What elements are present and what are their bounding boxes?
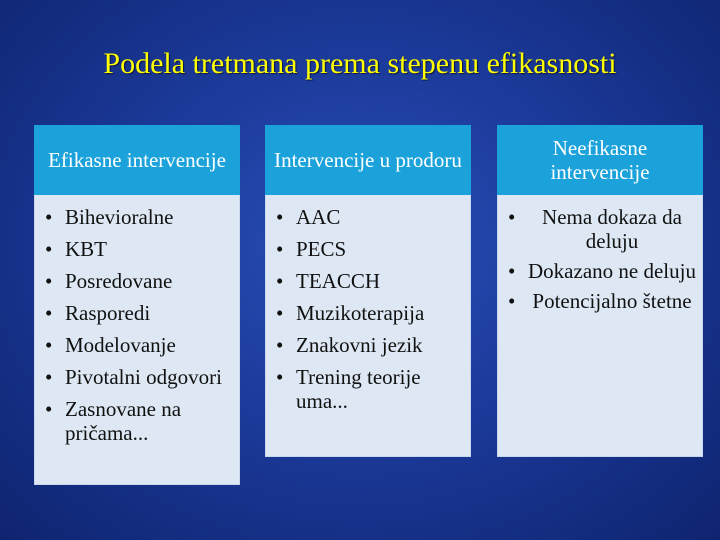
item-list-effective bbox=[45, 205, 233, 445]
list-item: • Posredovane bbox=[45, 269, 233, 293]
list-item: • Rasporedi bbox=[45, 301, 233, 325]
item-list-emerging bbox=[276, 205, 464, 413]
list-item: • Nema dokaza da deluju bbox=[508, 205, 696, 253]
list-item: • TEACCH bbox=[276, 269, 464, 293]
column-ineffective bbox=[497, 125, 703, 457]
column-effective bbox=[34, 125, 240, 485]
list-item: • Zasnovane na pričama... bbox=[45, 397, 233, 445]
list-item: • Dokazano ne deluju bbox=[508, 259, 696, 283]
list-item: • Muzikoterapija bbox=[276, 301, 464, 325]
column-header-ineffective: Neefikasne intervencije bbox=[497, 125, 703, 195]
column-header-emerging: Intervencije u prodoru bbox=[265, 125, 471, 195]
list-item: • Pivotalni odgovori bbox=[45, 365, 233, 389]
column-emerging bbox=[265, 125, 471, 457]
column-body-emerging bbox=[265, 195, 471, 457]
slide-title: Podela tretmana prema stepenu efikasnosti bbox=[103, 47, 617, 80]
list-item: • Modelovanje bbox=[45, 333, 233, 357]
item-list-ineffective bbox=[508, 205, 696, 313]
list-item: • Trening teorije uma... bbox=[276, 365, 464, 413]
column-body-ineffective bbox=[497, 195, 703, 457]
list-item: • Bihevioralne bbox=[45, 205, 233, 229]
list-item: • AAC bbox=[276, 205, 464, 229]
column-body-effective bbox=[34, 195, 240, 485]
list-item: • Potencijalno štetne bbox=[508, 289, 696, 313]
list-item: • Znakovni jezik bbox=[276, 333, 464, 357]
column-header-effective: Efikasne intervencije bbox=[34, 125, 240, 195]
list-item: • PECS bbox=[276, 237, 464, 261]
list-item: • KBT bbox=[45, 237, 233, 261]
